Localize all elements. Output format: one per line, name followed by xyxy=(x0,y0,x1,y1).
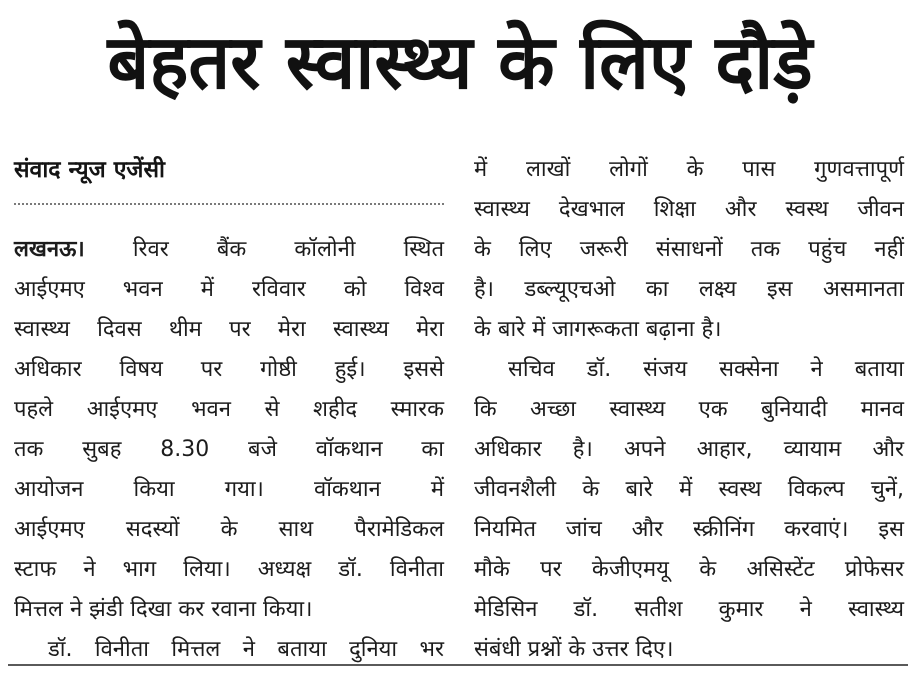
text-line: स्टाफ ने भाग लिया। अध्यक्ष डॉ. विनीता xyxy=(14,557,444,582)
byline: संवाद न्यूज एजेंसी xyxy=(14,157,166,183)
text-line: तक सुबह 8.30 बजे वॉकथान का xyxy=(14,437,444,462)
text-line: स्वास्थ्य देखभाल शिक्षा और स्वस्थ जीवन xyxy=(474,197,904,222)
byline-divider xyxy=(14,203,444,205)
text-line: स्वास्थ्य दिवस थीम पर मेरा स्वास्थ्य मेरा xyxy=(14,317,444,342)
headline: बेहतर स्वास्थ्य के लिए दौड़े xyxy=(107,17,813,106)
text-line: आयोजन किया गया। वॉकथान में xyxy=(14,477,444,502)
dateline: लखनऊ। xyxy=(14,237,85,262)
text-line: नियमित जांच और स्क्रीनिंग करवाएं। इस xyxy=(474,517,904,542)
text-line: मेडिसिन डॉ. सतीश कुमार ने स्वास्थ्य xyxy=(474,597,904,622)
text-line: अधिकार है। अपने आहार, व्यायाम और xyxy=(474,437,904,462)
text-line: है। डब्ल्यूएचओ का लक्ष्य इस असमानता xyxy=(474,277,904,302)
text-line: लखनऊ। रिवर बैंक कॉलोनी स्थित xyxy=(14,237,444,262)
text-line: पहले आईएमए भवन से शहीद स्मारक xyxy=(14,397,444,422)
text-line: कि अच्छा स्वास्थ्य एक बुनियादी मानव xyxy=(474,397,904,422)
text-line: मौके पर केजीएमयू के असिस्टेंट प्रोफेसर xyxy=(474,557,904,582)
text-line: सचिव डॉ. संजय सक्सेना ने बताया xyxy=(508,357,904,382)
bottom-rule xyxy=(8,664,908,666)
text-line: संबंधी प्रश्नों के उत्तर दिए। xyxy=(474,637,674,662)
text-line: अधिकार विषय पर गोष्ठी हुई। इससे xyxy=(14,357,444,382)
text-line: आईएमए भवन में रविवार को विश्व xyxy=(14,277,444,302)
text-line: के बारे में जागरूकता बढ़ाना है। xyxy=(474,317,722,342)
text-line: डॉ. विनीता मित्तल ने बताया दुनिया भर xyxy=(48,637,444,662)
text-line: जीवनशैली के बारे में स्वस्थ विकल्प चुनें, xyxy=(474,477,904,502)
text-line: के लिए जरूरी संसाधनों तक पहुंच नहीं xyxy=(474,237,904,262)
text-line: आईएमए सदस्यों के साथ पैरामेडिकल xyxy=(14,517,444,542)
text-line: मित्तल ने झंडी दिखा कर रवाना किया। xyxy=(14,597,313,622)
text-line: में लाखों लोगों के पास गुणवत्तापूर्ण xyxy=(474,157,904,182)
